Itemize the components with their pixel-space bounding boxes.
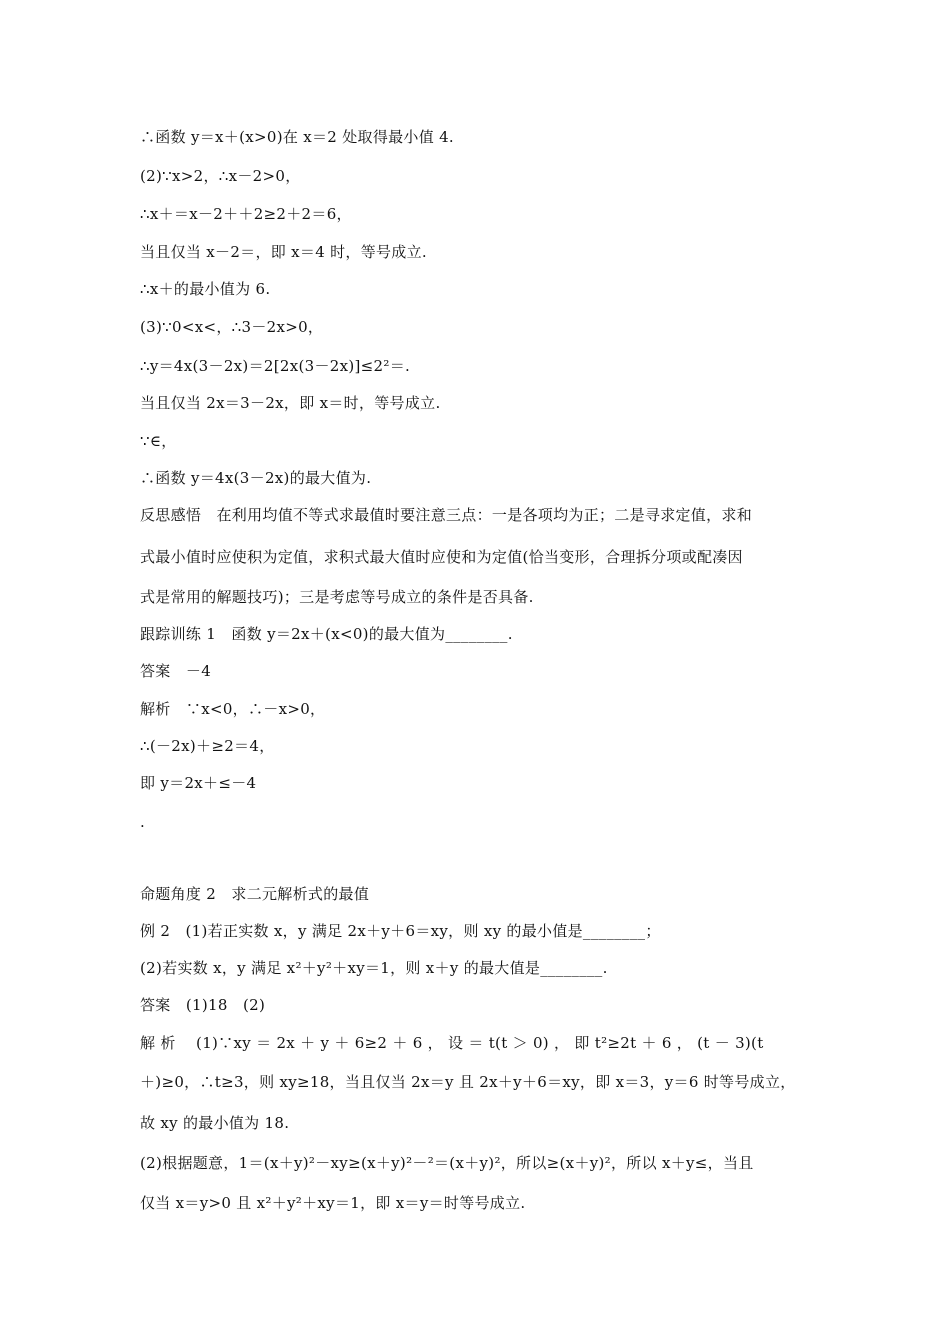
text-line: 式最小值时应使积为定值，求积式最大值时应使和为定值(恰当变形，合理拆分项或配凑因 (140, 548, 743, 566)
text-line: 故 xy 的最小值为 18. (140, 1114, 290, 1132)
text-line: 即 y＝2x＋≤－4 (140, 774, 257, 792)
text-line: 答案 (1)18 (2) (140, 996, 266, 1014)
text-line: 仅当 x＝y>0 且 x²＋y²＋xy＝1，即 x＝y＝时等号成立. (140, 1194, 526, 1212)
text-line: ＋)≥0，∴t≥3，则 xy≥18，当且仅当 2x＝y 且 2x＋y＋6＝xy，即 x＝3，y＝6 时等号成立， (140, 1073, 796, 1091)
text-line: (2)若实数 x，y 满足 x²＋y²＋xy＝1，则 x＋y 的最大值是________. (140, 959, 608, 977)
text-line: (2)根据题意，1＝(x＋y)²－xy≥(x＋y)²－²＝(x＋y)²，所以≥(x＋y)²，所以 x＋y≤，当且 (140, 1154, 754, 1172)
text-line: ∴x＋的最小值为 6. (140, 280, 271, 298)
text-line: ∵∈， (140, 432, 177, 450)
text-line: 命题角度 2 求二元解析式的最值 (140, 885, 370, 903)
text-line: 答案 －4 (140, 662, 212, 680)
text-line: 当且仅当 x－2＝，即 x＝4 时，等号成立. (140, 243, 427, 261)
text-line: ∴x＋＝x－2＋＋2≥2＋2＝6， (140, 205, 352, 223)
text-line: ∴(－2x)＋≥2＝4， (140, 737, 275, 755)
text-line: 式是常用的解题技巧)；三是考虑等号成立的条件是否具备. (140, 588, 534, 606)
text-line: 解析 ∵x<0，∴－x>0， (140, 700, 326, 718)
text-line: ∴y＝4x(3－2x)＝2[2x(3－2x)]≤2²＝. (140, 357, 411, 375)
text-line: 例 2 (1)若正实数 x，y 满足 2x＋y＋6＝xy，则 xy 的最小值是________； (140, 922, 661, 940)
text-line: 反思感悟 在利用均值不等式求最值时要注意三点：一是各项均为正；二是寻求定值，求和 (140, 506, 753, 524)
text-line: (2)∵x>2，∴x－2>0， (140, 167, 301, 185)
text-line: 当且仅当 2x＝3－2x，即 x＝时，等号成立. (140, 394, 441, 412)
text-line: ∴函数 y＝4x(3－2x)的最大值为. (140, 469, 372, 487)
text-line: 解 析 (1)∵xy ＝ 2x ＋ y ＋ 6≥2 ＋ 6 ， 设 ＝ t(t ＞ 0) ， 即 t²≥2t ＋ 6 ， (t － 3)(t (140, 1034, 764, 1052)
text-line: 跟踪训练 1 函数 y＝2x＋(x<0)的最大值为________. (140, 625, 513, 643)
text-line: . (140, 813, 146, 831)
text-line: ∴函数 y＝x＋(x>0)在 x＝2 处取得最小值 4. (140, 128, 454, 146)
text-line: (3)∵0<x<，∴3－2x>0， (140, 318, 324, 336)
